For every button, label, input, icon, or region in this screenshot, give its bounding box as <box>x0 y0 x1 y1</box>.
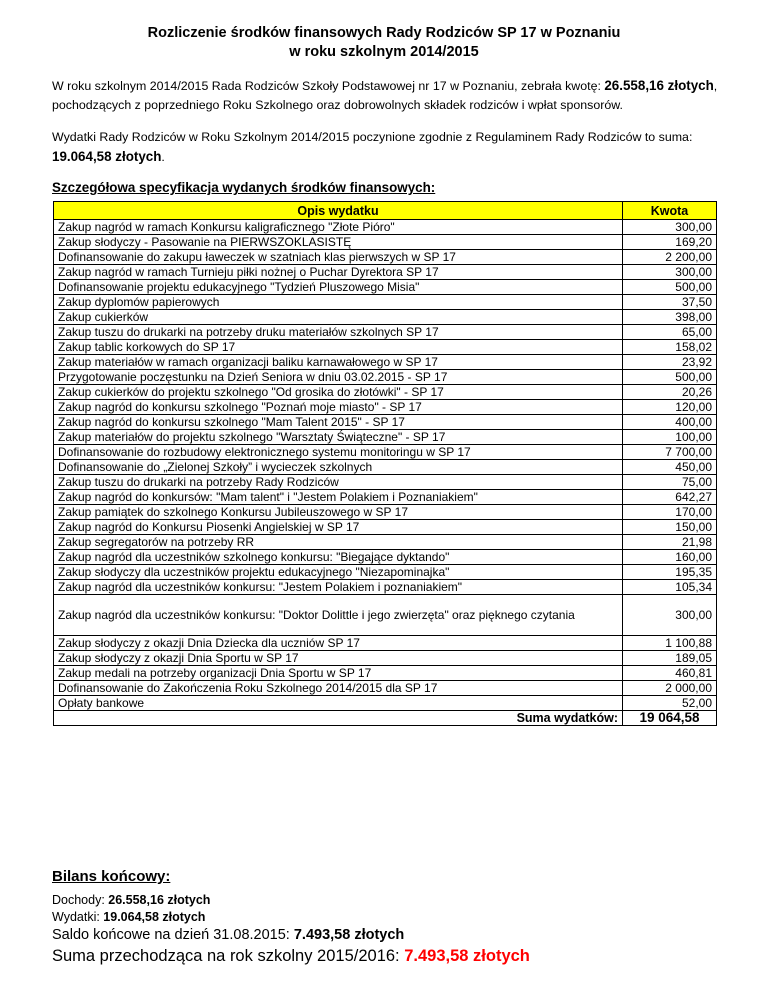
table-row <box>54 310 717 325</box>
table-row <box>54 520 717 535</box>
row-amount: 75,00 <box>623 475 717 490</box>
row-amount: 300,00 <box>623 595 717 636</box>
row-description: Zakup nagród dla uczestników szkolnego konkursu: "Biegające dyktando" <box>54 550 623 565</box>
row-description: Zakup cukierków do projektu szkolnego "Od grosika do złotówki" - SP 17 <box>54 385 623 400</box>
balance-final <box>52 927 404 943</box>
title-line-1: Rozliczenie środków finansowych Rady Rodziców SP 17 w Poznaniu <box>147 25 621 41</box>
expense-value: 19.064,58 złotych <box>103 910 206 924</box>
row-amount: 65,00 <box>623 325 717 340</box>
row-description: Dofinansowanie do rozbudowy elektronicznego systemu monitoringu w SP 17 <box>54 445 623 460</box>
row-amount: 160,00 <box>623 550 717 565</box>
table-row <box>54 580 717 595</box>
row-description: Przygotowanie poczęstunku na Dzień Seniora w dniu 03.02.2015 - SP 17 <box>54 370 623 385</box>
row-amount: 52,00 <box>623 696 717 711</box>
row-amount: 150,00 <box>623 520 717 535</box>
row-amount: 20,26 <box>623 385 717 400</box>
carry-label: Suma przechodząca na rok szkolny 2015/2016: <box>52 947 405 965</box>
row-amount: 100,00 <box>623 430 717 445</box>
table-row <box>54 235 717 250</box>
header-amount: Kwota <box>623 202 717 220</box>
table-row <box>54 250 717 265</box>
expenses-total-amount: 19.064,58 złotych <box>52 149 162 164</box>
row-amount: 2 000,00 <box>623 681 717 696</box>
row-amount: 500,00 <box>623 280 717 295</box>
table-row <box>54 636 717 651</box>
table-row <box>54 265 717 280</box>
table-row <box>54 565 717 580</box>
income-label: Dochody: <box>52 893 109 907</box>
expense-label: Wydatki: <box>52 910 104 924</box>
header-description: Opis wydatku <box>54 202 623 220</box>
row-description: Zakup materiałów w ramach organizacji baliku karnawałowego w SP 17 <box>54 355 623 370</box>
expenses-text-tail: . <box>161 150 165 164</box>
sum-label: Suma wydatków: <box>54 711 623 726</box>
row-description: Zakup cukierków <box>54 310 623 325</box>
expenses-text: Wydatki Rady Rodziców w Roku Szkolnym 2014/2015 poczynione zgodnie z Regulaminem Rady Rodziców to suma: <box>52 130 693 144</box>
table-row <box>54 460 717 475</box>
table-row <box>54 295 717 310</box>
row-amount: 189,05 <box>623 651 717 666</box>
table-row <box>54 415 717 430</box>
table-row <box>54 535 717 550</box>
table-row <box>54 651 717 666</box>
row-description: Zakup słodyczy dla uczestników projektu edukacyjnego "Niezapominajka" <box>54 565 623 580</box>
balance-heading: Bilans końcowy: <box>52 868 171 885</box>
row-description: Zakup słodyczy z okazji Dnia Sportu w SP 17 <box>54 651 623 666</box>
row-description: Zakup materiałów do projektu szkolnego "Warsztaty Świąteczne" - SP 17 <box>54 430 623 445</box>
table-row <box>54 550 717 565</box>
row-amount: 300,00 <box>623 265 717 280</box>
balance-income <box>52 893 210 907</box>
income-value: 26.558,16 złotych <box>108 893 211 907</box>
table-row <box>54 666 717 681</box>
table-row <box>54 475 717 490</box>
table-row <box>54 400 717 415</box>
row-description: Zakup nagród dla uczestników konkursu: "Doktor Dolittle i jego zwierzęta" oraz pięknego czytania <box>54 595 623 636</box>
row-description: Zakup tablic korkowych do SP 17 <box>54 340 623 355</box>
row-description: Dofinansowanie do „Zielonej Szkoły” i wycieczek szkolnych <box>54 460 623 475</box>
row-description: Zakup słodyczy - Pasowanie na PIERWSZOKLASISTĘ <box>54 235 623 250</box>
intro-text-tail: , pochodzących z poprzedniego Roku Szkolnego oraz dobrowolnych składek rodziców i wpłat sponsorów. <box>52 79 718 112</box>
row-amount: 23,92 <box>623 355 717 370</box>
row-amount: 460,81 <box>623 666 717 681</box>
sum-value: 19 064,58 <box>623 711 717 726</box>
row-amount: 37,50 <box>623 295 717 310</box>
row-amount: 169,20 <box>623 235 717 250</box>
row-amount: 398,00 <box>623 310 717 325</box>
carry-value: 7.493,58 złotych <box>404 947 530 965</box>
intro-paragraph-2 <box>52 128 732 167</box>
intro-collected-amount: 26.558,16 złotych <box>604 78 714 93</box>
row-amount: 450,00 <box>623 460 717 475</box>
row-amount: 120,00 <box>623 400 717 415</box>
table-row <box>54 355 717 370</box>
row-description: Zakup nagród do konkursu szkolnego "Mam Talent 2015" - SP 17 <box>54 415 623 430</box>
row-description: Dofinansowanie do zakupu ławeczek w szatniach klas pierwszych w SP 17 <box>54 250 623 265</box>
table-row <box>54 325 717 340</box>
row-description: Zakup nagród w ramach Turnieju piłki nożnej o Puchar Dyrektora SP 17 <box>54 265 623 280</box>
row-description: Zakup tuszu do drukarki na potrzeby Rady Rodziców <box>54 475 623 490</box>
balance-label: Saldo końcowe na dzień 31.08.2015: <box>52 927 294 943</box>
row-amount: 400,00 <box>623 415 717 430</box>
document-title <box>0 24 768 62</box>
row-description: Zakup słodyczy z okazji Dnia Dziecka dla uczniów SP 17 <box>54 636 623 651</box>
row-amount: 7 700,00 <box>623 445 717 460</box>
balance-carry-over <box>52 947 530 966</box>
intro-paragraph-1 <box>52 76 732 115</box>
row-description: Zakup nagród do Konkursu Piosenki Angielskiej w SP 17 <box>54 520 623 535</box>
table-row <box>54 595 717 636</box>
row-description: Opłaty bankowe <box>54 696 623 711</box>
row-amount: 170,00 <box>623 505 717 520</box>
specification-heading: Szczegółowa specyfikacja wydanych środków finansowych: <box>52 180 436 195</box>
row-description: Zakup nagród w ramach Konkursu kaligraficznego "Złote Pióro" <box>54 220 623 235</box>
row-description: Dofinansowanie projektu edukacyjnego "Tydzień Pluszowego Misia" <box>54 280 623 295</box>
row-amount: 105,34 <box>623 580 717 595</box>
balance-value: 7.493,58 złotych <box>293 927 405 943</box>
table-row <box>54 340 717 355</box>
row-description: Zakup pamiątek do szkolnego Konkursu Jubileuszowego w SP 17 <box>54 505 623 520</box>
row-amount: 642,27 <box>623 490 717 505</box>
row-description: Dofinansowanie do Zakończenia Roku Szkolnego 2014/2015 dla SP 17 <box>54 681 623 696</box>
row-amount: 2 200,00 <box>623 250 717 265</box>
table-row <box>54 370 717 385</box>
table-row <box>54 430 717 445</box>
table-sum-row <box>54 711 717 726</box>
table-row <box>54 280 717 295</box>
title-line-2: w roku szkolnym 2014/2015 <box>289 44 479 60</box>
row-description: Zakup segregatorów na potrzeby RR <box>54 535 623 550</box>
row-description: Zakup dyplomów papierowych <box>54 295 623 310</box>
row-amount: 158,02 <box>623 340 717 355</box>
row-description: Zakup nagród do konkursów: "Mam talent" i "Jestem Polakiem i Poznaniakiem" <box>54 490 623 505</box>
row-description: Zakup medali na potrzeby organizacji Dnia Sportu w SP 17 <box>54 666 623 681</box>
intro-text: W roku szkolnym 2014/2015 Rada Rodziców Szkoły Podstawowej nr 17 w Poznaniu, zebrała kwotę: <box>52 79 605 93</box>
table-header-row <box>54 202 717 220</box>
table-row <box>54 505 717 520</box>
table-row <box>54 696 717 711</box>
balance-expenses <box>52 910 205 924</box>
table-row <box>54 220 717 235</box>
row-amount: 195,35 <box>623 565 717 580</box>
row-amount: 21,98 <box>623 535 717 550</box>
row-description: Zakup nagród do konkursu szkolnego "Poznań moje miasto" - SP 17 <box>54 400 623 415</box>
row-amount: 500,00 <box>623 370 717 385</box>
table-row <box>54 681 717 696</box>
row-amount: 1 100,88 <box>623 636 717 651</box>
table-row <box>54 490 717 505</box>
row-amount: 300,00 <box>623 220 717 235</box>
row-description: Zakup nagród dla uczestników konkursu: "Jestem Polakiem i poznaniakiem" <box>54 580 623 595</box>
expenses-table <box>53 201 717 726</box>
table-row <box>54 445 717 460</box>
table-row <box>54 385 717 400</box>
row-description: Zakup tuszu do drukarki na potrzeby druku materiałów szkolnych SP 17 <box>54 325 623 340</box>
